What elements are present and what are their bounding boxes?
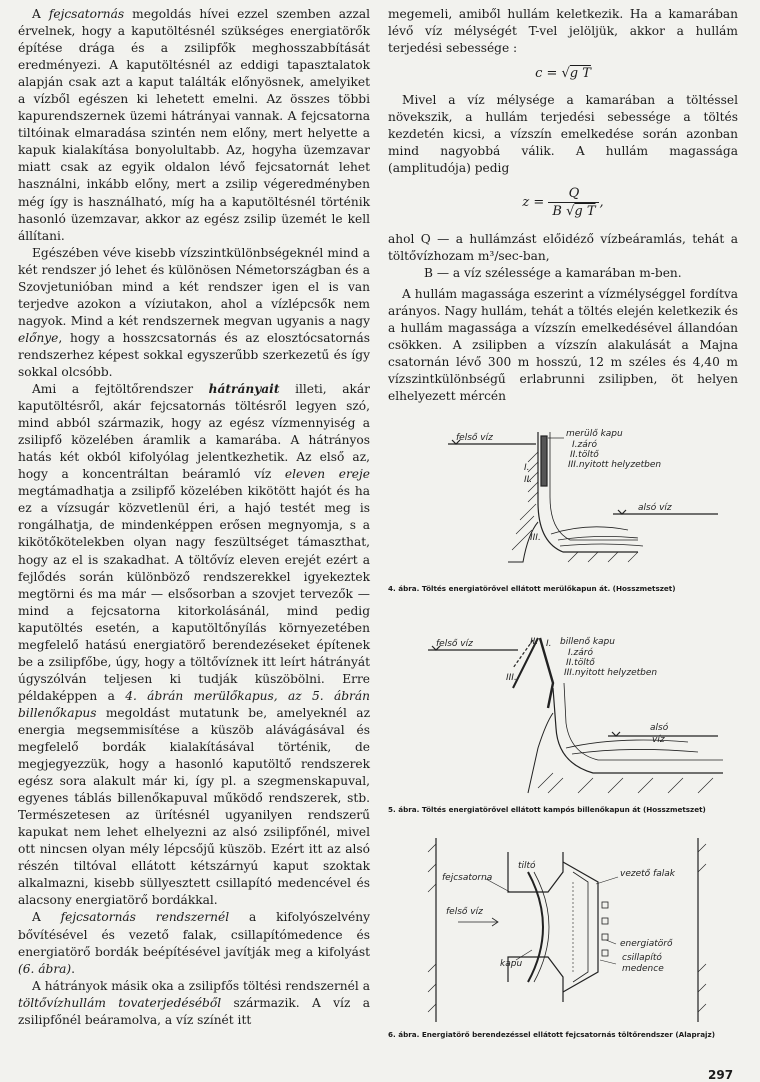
label-csillapito: csillapító (622, 953, 662, 963)
paragraph: A hátrányok másik oka a zsilipfős töltési rendszernél a töltővízhullám tovaterjedéséből származik. A víz a zsilipfőnél beáramolva, a víz színét itt (18, 978, 370, 1027)
figure-5-caption: 5. ábra. Töltés energiatörővel ellátott kampós billenőkapun át (Hosszmetszet) (388, 805, 706, 814)
label-felso-viz: felső víz (436, 639, 473, 649)
label-position-2: II. (524, 475, 533, 485)
label-energiatoro: energiatörő (620, 939, 673, 949)
figure-5-drawing (388, 628, 738, 803)
label-vezeto-falak: vezető falak (620, 869, 675, 879)
label-position-1: I. (524, 463, 530, 473)
figure-6-drawing (388, 832, 738, 1028)
label-nyitott: III.nyitott helyzetben (568, 460, 662, 470)
label-also-viz: alsó víz (638, 503, 672, 513)
label-tolto: II.töltő (570, 450, 599, 460)
label-felso-viz: felső víz (456, 433, 493, 443)
label-tilto: tiltó (518, 861, 536, 871)
label-medence: medence (622, 964, 664, 974)
left-column (18, 6, 370, 1029)
label-position-3: III. (506, 673, 517, 683)
formula-wave-height: z = $\frac{Q}{\text{B √g T}}$ , (522, 186, 604, 220)
formula-wave-speed: c = √g T (535, 66, 591, 82)
paragraph: Egészében véve kisebb vízszintkülönbségeknél mind a két rendszer jó lehet és különösen Németországban és a Szovjetunióban mind a két rendszer igen el is van terjedve azokon a víziutakon, ahol a vízlépcsők nem nagyok. Mind a két rendszernek megvan ugyanis a nagy előnye, hogy a hosszcsatornás és az elosztócsatornás rendszerhez képest sokkal egyszerűbb szerkezetű és így sokkal olcsóbb. (18, 245, 370, 379)
label-kapu: kapu (500, 959, 523, 969)
label-position-1: I. (546, 639, 552, 649)
paragraph: A fejcsatornás megoldás hívei ezzel szemben azzal érvelnek, hogy a kaputöltésnél szükséges energiatörők építése drága és a zsilipfők meghosszabbítását eredményezi. A kaputöltésnél az eddigi tapasztalatok alapján csak azt a kaput találták előnyösnek, amelyiket a vízből egészen ki lehetett emelni. Az összes többi kapurendszernek üzemi hátrányai vannak. A fejcsatorna tiltóinak elmaradása szintén nem előny, mert helyette a kapuk kialakítása bonyolultabb. Az, hogyha üzemzavar miatt csak az egyik oldalon lévő fejcsatornát lehet használni, inkább előny, mert a zsilip végeredményben még így is használható, míg ha a kaputöltésnél történik hasonló üzemzavar, akkor az egész zsilip üzemét le kell állítani. (18, 7, 370, 243)
figure-4-caption: 4. ábra. Töltés energiatörővel ellátott merülőkapun át. (Hosszmetszet) (388, 584, 676, 593)
label-viz: víz (652, 735, 665, 745)
label-zaro: I.záró (572, 440, 597, 450)
figure-6-caption: 6. ábra. Energiatörő berendezéssel ellátott fejcsatornás töltőrendszer (Alaprajz) (388, 1030, 715, 1039)
right-column (388, 6, 738, 405)
figure-4-drawing (388, 422, 738, 582)
label-zaro: I.záró (568, 648, 593, 658)
figure-6 (388, 832, 738, 1039)
label-billeno-kapu: billenő kapu (560, 637, 615, 647)
definitions: ahol Q — a hullámzást előidéző vízbeáramlás, tehát a töltővízhozam m³/sec-ban, B — a víz szélessége a kamarában m-ben. (388, 231, 738, 280)
paragraph: megemeli, amiből hullám keletkezik. Ha a kamarában lévő víz mélységét T-vel jelöljük, akkor a hullám terjedési sebessége : (388, 7, 738, 56)
paragraph: Mivel a víz mélysége a kamarában a töltéssel növekszik, a hullám terjedési sebessége a töltés kezdetén kicsi, a vízszín emelkedése során azonban mind nagyobbá válik. A hullám magassága (amplitudója) pedig (388, 93, 738, 176)
page-number: 297 (708, 1068, 734, 1082)
paragraph: A fejcsatornás rendszernél a kifolyószelvény bővítésével és vezető falak, csillapítómedence és energiatörő bordák beépítésével javítják meg a kifolyást (6. ábra). (18, 910, 370, 976)
label-felso-viz: felső víz (446, 907, 483, 917)
label-position-3: III. (530, 533, 541, 543)
label-position-2: II. (530, 637, 539, 647)
paragraph: Ami a fejtöltőrendszer hátrányait illeti, akár kaputöltésről, akár fejcsatornás töltésről legyen szó, mind abból származik, hogy az egész vízmennyiség a zsilipfő közelében áramlik a kamarába. A hátrányos hatás két okból kifolyólag jelentkezhetik. Az első az, hogy a koncentráltan beáramló víz eleven ereje megtámadhatja a zsilipfő közelében kikötött hajót és ha ez a vízsugár közvetlenül éri, a hajó testét meg is rongálhatja, de mindenképpen erősen megnyomja, s a kikötőkötelekben olyan nagy feszültséget támaszthat, hogy az el is szakadhat. A töltővíz eleven erejét ezért a fejlődés során különböző rendszerekkel igyekeztek megtörni és ma már — elsősorban a szovjet tervezők — mind a fejcsatorna kitorkolásánál, mind pedig kaputöltés esetén, a kaputöltőnyílás környezetében megfelelő hatású energiatörő berendezéseket építenek be a zsilipfőbe, úgy, hogy a töltővíznek itt leírt hátrányát úgyszólván teljesen ki tudják küszöbölni. Erre példaképpen a 4. ábrán merülőkapus, az 5. ábrán billenőkapus megoldást mutatunk be, amelyeknél az energia megsemmisítése a küszöb alávágásával és megfelelő bordák kialakításával történik, de megjegyezzük, hogy a hasonló kaputöltő rendszerek egész sora alakult már ki, így pl. a szegmenskapuval, egyenes táblás billenőkapuval működő rendszerek, stb. Természetesen az ürítésnél ugyanilyen rendszerű kapukat nem lehet elhelyezni az alsó zsilipfőnél, mivel ott nincsen olyan mély lépcsőjű küszöb. Ezért itt az alsó részén tiltóval ellátott kétszárnyú kaput szoktak alkalmazni, kisebb süllyesztett csillapító medencével és alacsony energiatörő bordákkal. (18, 382, 370, 908)
figure-5 (388, 628, 738, 814)
paragraph: A hullám magassága eszerint a vízmélységgel fordítva arányos. Nagy hullám, tehát a töltés elején keletkezik és a hullám magassága a vízszín emelkedésével állandóan csökken. A zsilipben a vízszín alakulását a Majna csatornán lévő 300 m hosszú, 12 m széles és 4,40 m vízszintkülönbségű erlabrunni zsilipben, öt helyen elhelyezett mércén (388, 286, 738, 403)
label-tolto: II.töltő (566, 658, 595, 668)
figure-4 (388, 422, 738, 593)
label-merulo-kapu: merülő kapu (566, 429, 623, 439)
label-fejcsatorna: fejcsatorna (442, 873, 493, 883)
label-nyitott: III.nyitott helyzetben (564, 668, 658, 678)
label-also: alsó (650, 723, 669, 733)
